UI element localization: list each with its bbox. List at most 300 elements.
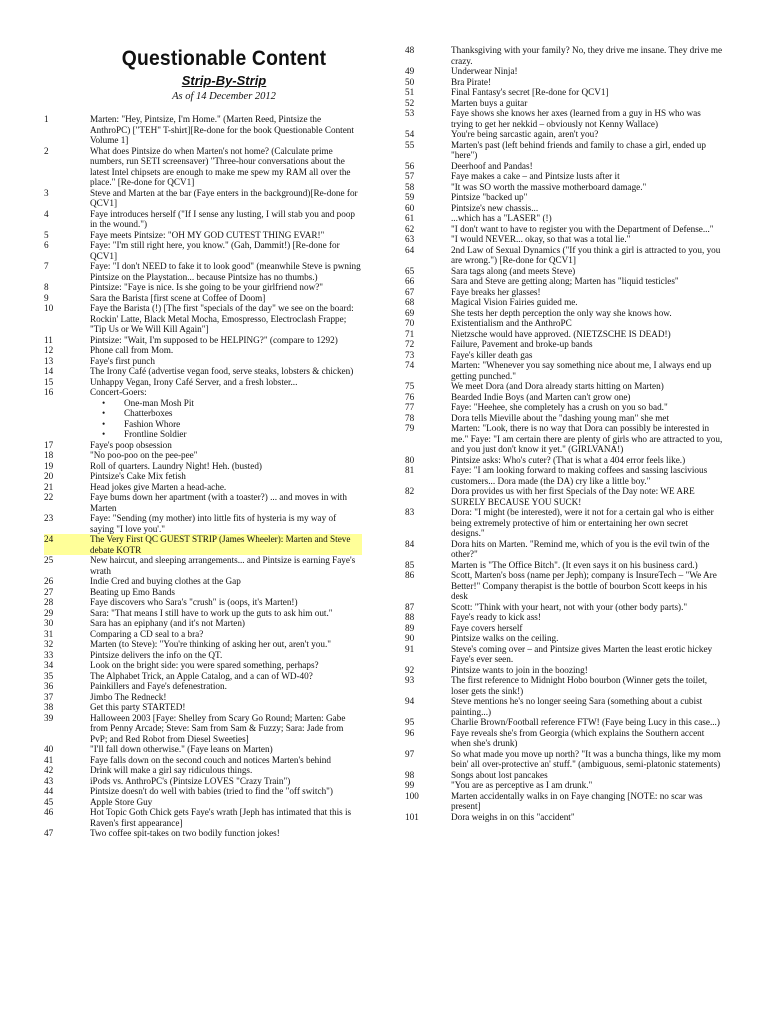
- strip-description: Marten accidentally walks in on Faye changing [NOTE: no scar was present]: [451, 790, 703, 811]
- strip-number: 90: [405, 633, 415, 643]
- page-title: Questionable Content: [121, 47, 327, 70]
- strip-description: Final Fantasy's secret [Re-done for QCV1]: [451, 87, 609, 97]
- strip-description: Dora hits on Marten. "Remind me, which of you is the evil twin of the other?": [451, 538, 710, 559]
- list-item: [44, 555, 362, 576]
- strip-number: 97: [405, 748, 415, 759]
- strip-number: 82: [405, 486, 415, 496]
- list-item: [44, 240, 362, 261]
- list-item: [405, 539, 723, 560]
- list-item: [405, 87, 723, 98]
- strip-description: Failure, Pavement and broke-up bands: [451, 339, 593, 349]
- list-item: [44, 387, 362, 398]
- strip-description: Faye makes a cake – and Pintsize lusts after it: [451, 171, 620, 181]
- strip-number: 32: [44, 639, 54, 649]
- list-item: [405, 717, 723, 728]
- right-column-list: [405, 45, 723, 822]
- list-item: [405, 297, 723, 308]
- strip-number: 71: [405, 328, 415, 339]
- strip-description: Steve mentions he's no longer seeing Sara (something about a cubist painting...): [451, 696, 703, 717]
- list-item: [405, 381, 723, 392]
- strip-description: ...which has a "LASER" (!): [451, 213, 552, 223]
- strip-number: 41: [44, 754, 54, 765]
- strip-description: Marten: "Look, there is no way that Dora can possibly be interested in me." Faye: "I am certain there are plenty of girls who are attracted to you, and you just don't know it yet." (GIRLVANA!): [451, 423, 723, 454]
- list-item: [405, 696, 723, 717]
- strip-number: 18: [44, 450, 54, 460]
- list-item: [44, 713, 362, 745]
- list-item: [44, 482, 362, 493]
- list-item: [44, 377, 362, 388]
- list-item: [44, 261, 362, 282]
- strip-number: 16: [44, 387, 54, 397]
- strip-description: Faye falls down on the second couch and notices Marten's behind: [90, 754, 331, 765]
- strip-description: Jimbo The Redneck!: [90, 691, 167, 702]
- strip-description: Faye shows she knows her axes (learned from a guy in HS who was trying to get her nekkid – obviously not Kenny Wallace): [451, 108, 701, 129]
- strip-description: Faye introduces herself ("If I sense any lusting, I will stab you and poop in the wound."): [90, 208, 356, 229]
- list-item: [44, 461, 362, 472]
- strip-description: iPods vs. AnthroPC's (Pintsize LOVES "Crazy Train"): [90, 775, 291, 786]
- strip-description: Pintsize wants to join in the boozing!: [451, 664, 588, 675]
- list-item: [405, 791, 723, 812]
- list-item: [405, 392, 723, 403]
- list-item: [405, 98, 723, 109]
- strip-description: Faye covers herself: [451, 622, 523, 633]
- list-item: [405, 812, 723, 823]
- strip-description: We meet Dora (and Dora already starts hitting on Marten): [451, 381, 664, 391]
- list-item: [405, 161, 723, 172]
- strip-number: 88: [405, 612, 415, 622]
- strip-description: Sara and Steve are getting along; Marten has "liquid testicles": [451, 276, 679, 286]
- strip-description: "No poo-poo on the pee-pee": [90, 450, 198, 460]
- strip-number: 56: [405, 160, 415, 171]
- strip-number: 29: [44, 607, 54, 618]
- strip-number: 83: [405, 507, 415, 517]
- strip-description: She tests her depth perception the only way she knows how.: [451, 307, 672, 318]
- list-item: [44, 618, 362, 629]
- list-item: [44, 681, 362, 692]
- concert-goers-wrapper: [44, 398, 362, 440]
- strip-number: 54: [405, 129, 415, 139]
- strip-number: 48: [405, 45, 415, 55]
- strip-description: Faye: "I'm still right here, you know." (Gah, Dammit!) [Re-done for QCV1]: [90, 240, 340, 261]
- strip-number: 14: [44, 366, 54, 376]
- strip-number: 3: [44, 187, 49, 198]
- strip-description: Nietzsche would have approved. (NIETZSCHE IS DEAD!): [451, 328, 671, 339]
- list-item: [44, 608, 362, 619]
- strip-description: Faye's ready to kick ass!: [451, 612, 541, 622]
- list-item: [405, 402, 723, 413]
- strip-number: 73: [405, 349, 415, 360]
- strip-description: Indie Cred and buying clothes at the Gap: [90, 576, 241, 586]
- strip-number: 36: [44, 681, 54, 691]
- strip-number: 34: [44, 660, 54, 670]
- strip-description: Faye's killer death gas: [451, 349, 533, 360]
- strip-description: Scott: "Think with your heart, not with your (other body parts).": [451, 601, 688, 612]
- list-item: [405, 413, 723, 424]
- list-item: [44, 303, 362, 335]
- strip-number: 63: [405, 234, 415, 244]
- list-item: [44, 345, 362, 356]
- strip-description: Two coffee spit-takes on two bodily function jokes!: [90, 828, 280, 838]
- strip-number: 26: [44, 576, 54, 586]
- strip-description: Dora: "I might (be interested), were it not for a certain gal who is either being extremely protective of him or entertaining her own secret designs.": [451, 507, 714, 538]
- strip-number: 58: [405, 181, 415, 192]
- strip-number: 49: [405, 66, 415, 76]
- strip-description: Marten (to Steve): "You're thinking of asking her out, aren't you.": [90, 639, 332, 649]
- list-item: [405, 675, 723, 696]
- strip-description: Magical Vision Fairies guided me.: [451, 297, 578, 307]
- strip-description: Underwear Ninja!: [451, 66, 518, 76]
- list-item: [405, 465, 723, 486]
- strip-description: Dora provides us with her first Specials of the Day note: WE ARE SURELY BECAUSE YOU SUCK!: [451, 486, 695, 507]
- strip-description: Dora weighs in on this "accident": [451, 811, 575, 822]
- strip-description: Steve's coming over – and Pintsize gives Marten the least erotic hickey Faye's ever seen.: [451, 643, 713, 664]
- list-item: [405, 66, 723, 77]
- list-item: [405, 570, 723, 602]
- strip-description: Faye bums down her apartment (with a toaster?) ... and moves in with Marten: [90, 492, 347, 513]
- strip-description: Existentialism and the AnthroPC: [451, 318, 572, 328]
- list-item: [405, 360, 723, 381]
- strip-description: Sara tags along (and meets Steve): [451, 265, 576, 276]
- list-item: [44, 576, 362, 587]
- strip-number: 25: [44, 555, 54, 565]
- strip-description: Hot Topic Goth Chick gets Faye's wrath [Jeph has intimated that this is Raven's first appearance]: [90, 807, 352, 828]
- strip-number: 8: [44, 282, 49, 292]
- list-item: [405, 192, 723, 203]
- strip-description: Halloween 2003 [Faye: Shelley from Scary Go Round; Marten: Gabe from Penny Arcade; Steve: Sam from Sam & Fuzzy; Sara: Jade from PvP; and Red Robot from Diesel Sweeties]: [90, 712, 346, 744]
- list-item: [405, 749, 723, 770]
- strip-number: 12: [44, 345, 54, 355]
- strip-number: 80: [405, 454, 415, 465]
- strip-description: Unhappy Vegan, Irony Café Server, and a fresh lobster...: [90, 376, 298, 387]
- strip-number: 39: [44, 712, 54, 723]
- bullet-item: • One-man Mosh Pit: [116, 398, 362, 409]
- strip-description: Pintsize delivers the info on the QT.: [90, 649, 223, 660]
- bullet-item: • Fashion Whore: [116, 419, 362, 430]
- strip-number: 52: [405, 97, 415, 108]
- list-item: [44, 366, 362, 377]
- list-item: [405, 455, 723, 466]
- strip-description: Look on the bright side: you were spared something, perhaps?: [90, 660, 319, 670]
- strip-number: 21: [44, 481, 54, 492]
- list-item: [405, 140, 723, 161]
- strip-number: 13: [44, 355, 54, 366]
- strip-number: 37: [44, 691, 54, 702]
- list-item: [405, 423, 723, 455]
- list-item: [405, 644, 723, 665]
- list-item: [405, 287, 723, 298]
- strip-number: 20: [44, 471, 54, 481]
- list-item: [405, 602, 723, 613]
- strip-number: 11: [44, 334, 53, 345]
- strip-number: 87: [405, 601, 415, 612]
- strip-number: 33: [44, 649, 54, 660]
- strip-number: 100: [405, 790, 419, 801]
- strip-number: 89: [405, 622, 415, 633]
- strip-description: Bearded Indie Boys (and Marten can't grow one): [451, 391, 631, 402]
- list-item: [44, 513, 362, 534]
- list-item: [44, 776, 362, 787]
- strip-number: 62: [405, 223, 415, 234]
- strip-number: 79: [405, 423, 415, 433]
- list-item: [44, 807, 362, 828]
- bullet-item: • Chatterboxes: [116, 408, 362, 419]
- strip-number: 55: [405, 139, 415, 150]
- strip-description: Bra Pirate!: [451, 76, 492, 87]
- strip-number: 35: [44, 670, 54, 681]
- strip-number: 1: [44, 114, 49, 124]
- strip-number: 70: [405, 318, 415, 328]
- strip-number: 98: [405, 769, 415, 780]
- list-item: [405, 633, 723, 644]
- strip-description: Roll of quarters. Laundry Night! Heh. (busted): [90, 460, 262, 471]
- strip-number: 85: [405, 559, 415, 570]
- strip-description: Pintsize: "Wait, I'm supposed to be HELPING?" (compare to 1292): [90, 334, 338, 345]
- strip-number: 86: [405, 570, 415, 580]
- strip-description: Pintsize's Cake Mix fetish: [90, 471, 186, 481]
- strip-description: Faye: "I don't NEED to fake it to look good" (meanwhile Steve is pwning Pintsize on the Playstation... because Pintsize has no thumbs.): [90, 261, 361, 282]
- list-item: [44, 755, 362, 766]
- list-item: [44, 293, 362, 304]
- list-item: [405, 266, 723, 277]
- strip-description: Comparing a CD seal to a bra?: [90, 628, 204, 639]
- strip-description: Faye: "I am looking forward to making coffees and sassing lascivious customers... Dora made (the DA) cry like a little boy.": [451, 465, 708, 486]
- strip-number: 64: [405, 244, 415, 255]
- list-item: [44, 597, 362, 608]
- document-header: [74, 46, 374, 104]
- concert-goers-list: [90, 398, 362, 440]
- list-item: [405, 108, 723, 129]
- list-item: [44, 660, 362, 671]
- as-of-date: As of 14 December 2012: [172, 91, 276, 102]
- strip-number: 59: [405, 192, 415, 202]
- strip-number: 78: [405, 412, 415, 423]
- strip-description: 2nd Law of Sexual Dynamics ("If you think a girl is attracted to you, you are wrong.") [Re-done for QCV1]: [451, 244, 721, 265]
- strip-description: Pintsize doesn't do well with babies (tried to find the "off switch"): [90, 786, 333, 796]
- strip-number: 6: [44, 240, 49, 250]
- list-item: [405, 129, 723, 140]
- strip-description: Apple Store Guy: [90, 796, 153, 807]
- strip-number: 27: [44, 586, 54, 597]
- list-item: [44, 786, 362, 797]
- list-item: [405, 770, 723, 781]
- strip-description: Sara has an epiphany (and it's not Marten): [90, 618, 245, 628]
- strip-number: 67: [405, 286, 415, 297]
- list-item: [405, 203, 723, 214]
- list-item: [44, 450, 362, 461]
- list-item: [44, 471, 362, 482]
- strip-description: Sara: "That means I still have to work up the guts to ask him out.": [90, 607, 333, 618]
- list-item: [44, 639, 362, 650]
- strip-number: 99: [405, 780, 415, 790]
- list-item-highlighted: [44, 534, 362, 555]
- list-item: [405, 665, 723, 676]
- strip-number: 22: [44, 492, 54, 502]
- list-item: [405, 623, 723, 634]
- strip-description: Faye's first punch: [90, 355, 155, 366]
- strip-description: Drink will make a girl say ridiculous things.: [90, 765, 253, 775]
- list-item: [44, 629, 362, 640]
- strip-number: 2: [44, 145, 49, 156]
- list-item: [44, 230, 362, 241]
- strip-description: Marten: "Hey, Pintsize, I'm Home." (Marten Reed, Pintsize the AnthroPC) ["TEH" T-shirt][Re-done for the book Questionable Content Volume 1]: [90, 114, 354, 145]
- strip-description: So what made you move up north? "It was a buncha things, like my mom bein' all over-protective an' stuff." (ambiguous, semi-platonic statements): [451, 748, 721, 769]
- list-item: [405, 728, 723, 749]
- strip-description: Charlie Brown/Football reference FTW! (Faye being Lucy in this case...): [451, 717, 720, 727]
- list-item: [405, 486, 723, 507]
- strip-number: 40: [44, 744, 54, 754]
- list-item: [44, 671, 362, 682]
- strip-number: 24: [44, 534, 54, 544]
- strip-number: 77: [405, 402, 415, 412]
- list-item: [44, 587, 362, 598]
- strip-description: You're being sarcastic again, aren't you?: [451, 129, 599, 139]
- strip-description: "I don't want to have to register you with the Department of Defense...": [451, 223, 714, 234]
- strip-description: The Alphabet Trick, an Apple Catalog, and a can of WD-40?: [90, 670, 313, 681]
- strip-description: Deerhoof and Pandas!: [451, 160, 533, 171]
- list-item: [44, 744, 362, 755]
- strip-description: "I'll fall down otherwise." (Faye leans on Marten): [90, 744, 273, 754]
- strip-number: 23: [44, 513, 54, 523]
- strip-number: 42: [44, 765, 54, 775]
- list-item: [405, 318, 723, 329]
- strip-number: 76: [405, 391, 415, 402]
- strip-number: 93: [405, 675, 415, 685]
- strip-description: Head jokes give Marten a head-ache.: [90, 481, 227, 492]
- list-item: [405, 308, 723, 319]
- strip-description: Faye: "Sending (my mother) into little fits of hysteria is my way of saying "I love you'.": [90, 513, 337, 534]
- page-subtitle: Strip-By-Strip: [181, 73, 267, 88]
- strip-number: 17: [44, 439, 54, 450]
- strip-description: Marten: "Whenever you say something nice about me, I always end up getting punched.": [451, 360, 712, 381]
- strip-number: 72: [405, 339, 415, 349]
- strip-description: Thanksgiving with your family? No, they drive me insane. They drive me crazy.: [451, 45, 723, 66]
- strip-number: 43: [44, 775, 54, 786]
- list-item: [405, 350, 723, 361]
- strip-description: The Irony Café (advertise vegan food, serve steaks, lobsters & chicken): [90, 366, 354, 376]
- strip-description: Faye discovers who Sara's "crush" is (oops, it's Marten!): [90, 597, 298, 607]
- list-item: [405, 507, 723, 539]
- list-item: [405, 245, 723, 266]
- strip-number: 19: [44, 460, 54, 471]
- strip-description: New haircut, and sleeping arrangements... and Pintsize is earning Faye's wrath: [90, 555, 356, 576]
- list-item: [44, 356, 362, 367]
- strip-description: Concert-Goers:: [90, 387, 147, 397]
- strip-description: "I would NEVER... okay, so that was a total lie.": [451, 234, 631, 244]
- strip-number: 45: [44, 796, 54, 807]
- strip-number: 10: [44, 303, 54, 313]
- strip-description: Pintsize walks on the ceiling.: [451, 633, 559, 643]
- strip-number: 84: [405, 538, 415, 549]
- strip-number: 7: [44, 261, 49, 271]
- strip-description: Faye breaks her glasses!: [451, 286, 541, 297]
- list-item: [405, 224, 723, 235]
- list-item: [44, 692, 362, 703]
- list-item: [44, 282, 362, 293]
- strip-number: 38: [44, 702, 54, 712]
- strip-number: 68: [405, 297, 415, 307]
- strip-description: Marten's past (left behind friends and family to chase a girl, ended up "here"): [451, 139, 706, 160]
- list-item: [44, 188, 362, 209]
- list-item: [44, 335, 362, 346]
- strip-number: 91: [405, 643, 415, 654]
- strip-number: 66: [405, 276, 415, 286]
- strip-number: 101: [405, 811, 419, 822]
- list-item: [405, 77, 723, 88]
- strip-number: 47: [44, 828, 54, 838]
- strip-description: Pintsize's new chassis...: [451, 202, 539, 213]
- list-item: [405, 560, 723, 571]
- strip-number: 69: [405, 307, 415, 318]
- list-item: [44, 440, 362, 451]
- strip-number: 28: [44, 597, 54, 607]
- list-item: [44, 765, 362, 776]
- strip-description: Scott, Marten's boss (name per Jeph); company is InsureTech – "We Are Better!" Company therapist is the bottle of bourbon Scott keeps in his desk: [451, 570, 717, 601]
- list-item: [405, 276, 723, 287]
- strip-number: 5: [44, 229, 49, 240]
- strip-description: Get this party STARTED!: [90, 702, 186, 712]
- list-item: [44, 828, 362, 839]
- list-item: [405, 213, 723, 224]
- strip-number: 51: [405, 87, 415, 97]
- list-item: [405, 780, 723, 791]
- strip-description: Beating up Emo Bands: [90, 586, 175, 597]
- strip-description: Painkillers and Faye's defenestration.: [90, 681, 227, 691]
- list-item: [405, 234, 723, 245]
- strip-description: Faye's poop obsession: [90, 439, 172, 450]
- strip-number: 53: [405, 108, 415, 118]
- strip-number: 31: [44, 628, 54, 639]
- list-item: [44, 209, 362, 230]
- strip-number: 50: [405, 76, 415, 87]
- list-item: [44, 492, 362, 513]
- strip-description: "You are as perceptive as I am drunk.": [451, 780, 593, 790]
- list-item: [405, 612, 723, 623]
- strip-description: Faye: "Heehee, she completely has a crush on you so bad.": [451, 402, 668, 412]
- strip-description: The first reference to Midnight Hobo bourbon (Winner gets the toilet, loser gets the sink!): [451, 675, 708, 696]
- strip-description: What does Pintsize do when Marten's not home? (Calculate prime numbers, run SETI screensaver) "Three-hour conversations about the latest Intel chipsets are enough to make me spew my RAM all over the place." [Re-done for QCV1]: [90, 145, 351, 187]
- list-item: [44, 650, 362, 661]
- strip-description: Pintsize asks: Who's cuter? (That is what a 404 error feels like.): [451, 454, 686, 465]
- strip-description: Songs about lost pancakes: [451, 769, 548, 780]
- list-item: [405, 329, 723, 340]
- strip-number: 96: [405, 727, 415, 738]
- strip-number: 57: [405, 171, 415, 181]
- strip-description: The Very First QC GUEST STRIP (James Wheeler): Marten and Steve debate KOTR: [90, 534, 351, 555]
- strip-description: "It was SO worth the massive motherboard damage.": [451, 181, 647, 192]
- strip-number: 65: [405, 265, 415, 276]
- strip-number: 44: [44, 786, 54, 796]
- strip-number: 75: [405, 381, 415, 391]
- strip-number: 74: [405, 360, 415, 370]
- list-item: [44, 114, 362, 146]
- strip-description: Steve and Marten at the bar (Faye enters in the background)[Re-done for QCV1]: [90, 187, 358, 208]
- strip-number: 15: [44, 376, 54, 387]
- strip-number: 9: [44, 292, 49, 303]
- list-item: [405, 45, 723, 66]
- strip-number: 95: [405, 717, 415, 727]
- strip-number: 92: [405, 664, 415, 675]
- list-item: [44, 797, 362, 808]
- strip-number: 94: [405, 696, 415, 706]
- list-item: [405, 339, 723, 350]
- strip-number: 4: [44, 208, 49, 219]
- list-item: [405, 182, 723, 193]
- list-item: [44, 146, 362, 188]
- strip-description: Pintsize "backed up": [451, 192, 528, 202]
- list-item: [44, 702, 362, 713]
- strip-description: Faye the Barista (!) [The first "specials of the day" we see on the board: Rockin' Latte, Black Metal Mocha, Emospresso, Electroclash Frappe; "Tip Us or We Will Kill Again"]: [90, 303, 354, 334]
- strip-number: 81: [405, 465, 415, 475]
